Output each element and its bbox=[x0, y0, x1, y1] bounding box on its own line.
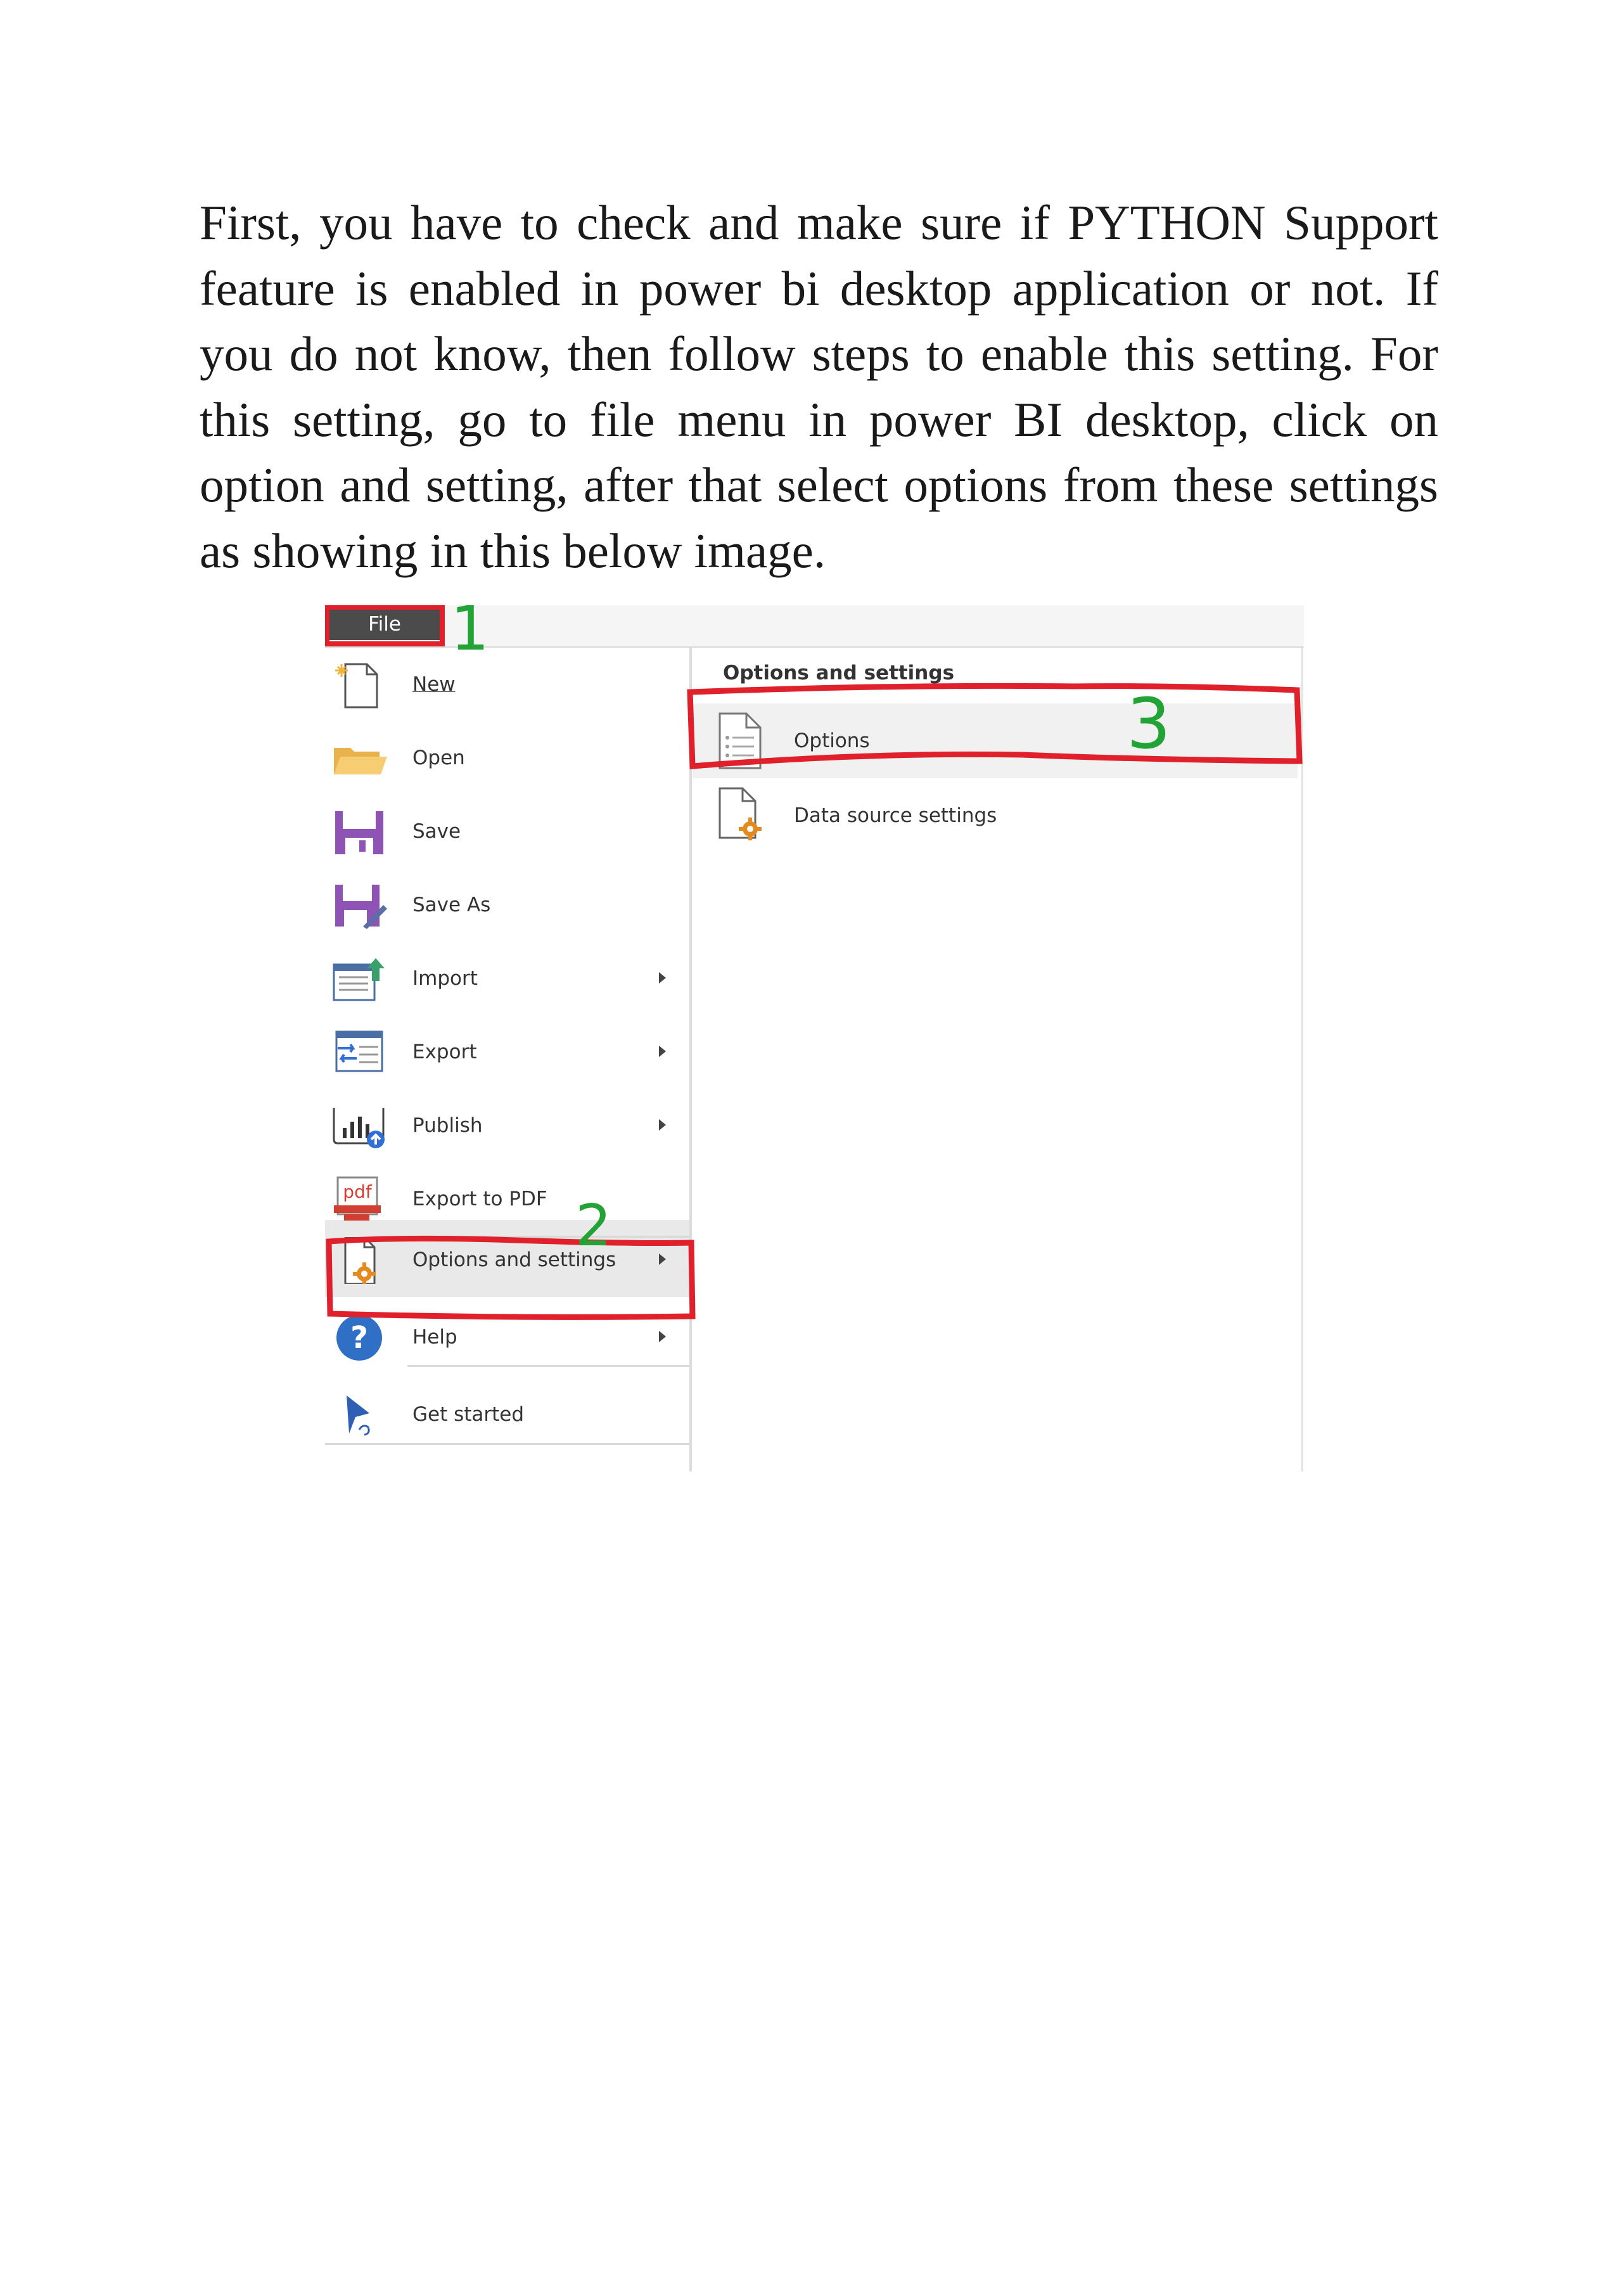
data-source-settings-icon bbox=[715, 787, 765, 844]
submenu-arrow-icon bbox=[659, 1046, 666, 1057]
submenu-arrow-icon bbox=[659, 1254, 666, 1265]
file-menu-left-pane bbox=[325, 648, 692, 1472]
menu-item-publish[interactable] bbox=[325, 1089, 689, 1162]
menu-item-label: Options and settings bbox=[412, 1248, 616, 1271]
submenu-arrow-icon bbox=[659, 1331, 666, 1342]
save-as-icon bbox=[331, 882, 387, 929]
export-icon bbox=[331, 1029, 387, 1076]
submenu-item-data-source-settings[interactable] bbox=[693, 778, 1298, 853]
menu-item-new[interactable] bbox=[325, 648, 689, 721]
menu-item-options-and-settings[interactable] bbox=[325, 1223, 689, 1297]
options-doc-icon bbox=[715, 712, 765, 769]
options-and-settings-submenu bbox=[693, 648, 1303, 1472]
options-settings-icon bbox=[331, 1237, 387, 1284]
menu-item-export[interactable] bbox=[325, 1015, 689, 1089]
power-bi-file-menu-screenshot bbox=[325, 605, 1304, 1473]
intro-paragraph: First, you have to check and make sure if PYTHON Support feature is enabled in power bi desktop application or not. If you do not know, then follow steps to enable this setting. For this setting, go to file menu in power BI desktop, click on option and setting, after that select options from these settings as showing in this below image. bbox=[200, 195, 1438, 578]
publish-icon bbox=[331, 1103, 387, 1150]
submenu-arrow-icon bbox=[659, 1119, 666, 1131]
submenu-arrow-icon bbox=[659, 972, 666, 984]
menu-item-get-started[interactable] bbox=[325, 1378, 689, 1451]
menu-item-label: New bbox=[412, 673, 456, 696]
step3-number: 3 bbox=[1127, 683, 1171, 764]
submenu-item-label: Data source settings bbox=[794, 804, 997, 827]
folder-icon bbox=[331, 735, 387, 782]
svg-text:?: ? bbox=[350, 1320, 368, 1356]
step1-number: 1 bbox=[450, 605, 490, 664]
menu-item-label: Export bbox=[412, 1041, 477, 1063]
menu-item-help[interactable] bbox=[325, 1300, 689, 1374]
import-icon bbox=[331, 956, 387, 1003]
help-icon bbox=[331, 1314, 387, 1361]
menu-item-label: Publish bbox=[412, 1114, 483, 1137]
file-tab[interactable]: File bbox=[328, 608, 441, 640]
submenu-item-label: Options bbox=[794, 729, 870, 752]
new-file-icon bbox=[331, 662, 387, 709]
menu-divider bbox=[325, 1443, 689, 1445]
ribbon-bar bbox=[325, 605, 1304, 648]
menu-item-label: Help bbox=[412, 1326, 457, 1349]
svg-text:pdf: pdf bbox=[343, 1181, 372, 1202]
menu-item-label: Save bbox=[412, 820, 461, 843]
get-started-icon bbox=[331, 1392, 387, 1439]
step2-number: 2 bbox=[575, 1193, 612, 1259]
menu-item-label: Export to PDF bbox=[412, 1188, 547, 1210]
menu-item-label: Get started bbox=[412, 1403, 525, 1426]
menu-item-import[interactable] bbox=[325, 942, 689, 1015]
menu-item-open[interactable] bbox=[325, 721, 689, 795]
menu-item-save-as[interactable] bbox=[325, 868, 689, 942]
menu-divider bbox=[407, 1365, 689, 1367]
menu-item-label: Open bbox=[412, 747, 465, 769]
save-icon bbox=[331, 809, 387, 856]
submenu-item-options[interactable] bbox=[693, 703, 1298, 778]
menu-item-label: Save As bbox=[412, 894, 491, 916]
menu-item-label: Import bbox=[412, 967, 478, 990]
pdf-icon bbox=[331, 1176, 387, 1223]
menu-item-save[interactable] bbox=[325, 795, 689, 868]
submenu-title: Options and settings bbox=[723, 662, 955, 684]
